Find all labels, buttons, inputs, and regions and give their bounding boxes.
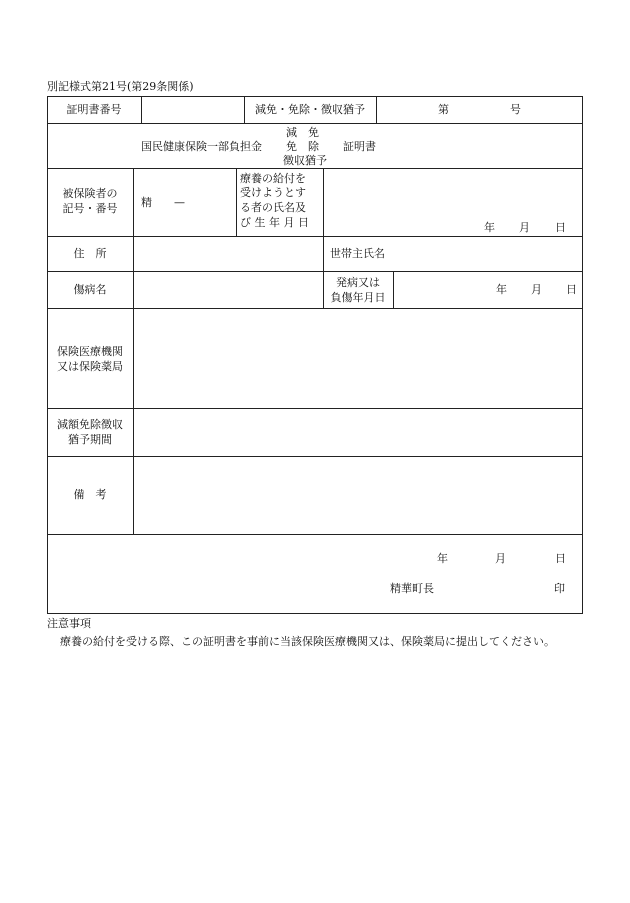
rule bbox=[236, 168, 237, 236]
notes-text: 療養の給付を受ける際、この証明書を事前に当該保険医療機関又は、保険薬局に提出してください。 bbox=[60, 635, 555, 648]
institution-field[interactable] bbox=[134, 309, 582, 407]
number-suffix: 号 bbox=[510, 103, 521, 116]
rule bbox=[47, 123, 583, 124]
period-label-line1: 減額免除徴収 bbox=[57, 418, 123, 431]
title-option-reduction: 減 免 bbox=[286, 126, 319, 139]
title-main: 国民健康保険一部負担金 bbox=[141, 140, 262, 153]
recipient-label-line4: び 生 年 月 日 bbox=[240, 216, 309, 229]
disease-label: 傷病名 bbox=[73, 283, 107, 296]
dob-month: 月 bbox=[519, 221, 530, 234]
institution-label-line2: 又は保険薬局 bbox=[57, 360, 123, 373]
address-field[interactable] bbox=[134, 237, 322, 270]
onset-label-line2: 負傷年月日 bbox=[330, 291, 386, 304]
cert-no-label: 証明書番号 bbox=[66, 103, 122, 116]
number-prefix: 第 bbox=[438, 103, 449, 116]
remarks-field[interactable] bbox=[134, 457, 582, 533]
dob-year: 年 bbox=[484, 221, 495, 234]
period-field[interactable] bbox=[134, 409, 582, 455]
rule bbox=[47, 534, 583, 535]
title-option-deferral: 徴収猶予 bbox=[283, 154, 327, 167]
onset-day: 日 bbox=[566, 283, 577, 296]
recipient-label-line3: る者の氏名及 bbox=[240, 201, 306, 214]
mayor-label: 精華町長 bbox=[390, 582, 434, 595]
remarks-label: 備 考 bbox=[73, 488, 107, 501]
period-label-line2: 猶予期間 bbox=[68, 433, 112, 446]
issue-day: 日 bbox=[555, 552, 566, 565]
form-header: 別記様式第21号(第29条関係) bbox=[47, 80, 194, 93]
insured-number-prefix: 精 — bbox=[141, 196, 185, 209]
insured-label-line2: 記号・番号 bbox=[62, 202, 118, 215]
onset-year: 年 bbox=[496, 283, 507, 296]
notes-heading: 注意事項 bbox=[47, 617, 91, 630]
recipient-label-line1: 療養の給付を bbox=[240, 172, 306, 185]
cert-no-field[interactable] bbox=[142, 97, 243, 122]
recipient-name-dob-field[interactable] bbox=[324, 169, 582, 235]
category-label: 減免・免除・徴収猶予 bbox=[255, 103, 365, 116]
issue-month: 月 bbox=[495, 552, 506, 565]
institution-label-line1: 保険医療機関 bbox=[57, 345, 123, 358]
householder-field[interactable] bbox=[390, 237, 582, 270]
rule bbox=[376, 96, 377, 123]
seal-mark: 印 bbox=[554, 582, 565, 595]
disease-field[interactable] bbox=[134, 272, 322, 307]
issue-year: 年 bbox=[437, 552, 448, 565]
insured-label-line1: 被保険者の bbox=[62, 187, 118, 200]
onset-month: 月 bbox=[531, 283, 542, 296]
address-label: 住 所 bbox=[73, 247, 107, 260]
onset-date-field[interactable] bbox=[394, 272, 582, 307]
dob-day: 日 bbox=[555, 221, 566, 234]
title-suffix: 証明書 bbox=[343, 140, 376, 153]
onset-label-line1: 発病又は bbox=[336, 276, 380, 289]
householder-label: 世帯主氏名 bbox=[330, 247, 385, 260]
title-option-exemption: 免 除 bbox=[286, 140, 319, 153]
recipient-label-line2: 受けようとす bbox=[240, 186, 306, 199]
insured-number-field[interactable] bbox=[134, 169, 235, 235]
